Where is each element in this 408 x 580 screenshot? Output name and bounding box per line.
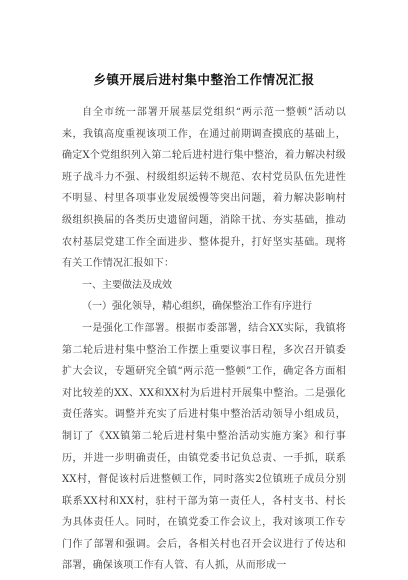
subsection-heading: （一）强化领导，精心组织，确保整治工作有序进行 (82, 301, 312, 313)
paragraph-body: 一是强化工作部署。根据市委部署，结合XX实际，我镇将第二轮后进村集中整治工作摆上重要议事日程，多次召开镇委扩大会议，专题研究全镇“两示范一整顿”工作，确定各方面相对比较差的XX、XX和XX村为后进村开展集中整治。二是强化责任落实。调整并充实了后进村集中整治活动领导小组成员，制订了《XX镇第二轮后进村集中整治活动实施方案》和行事历，并进一步明确责任，由镇党委书记负总责、一手抓，联系XX村，督促该村后进整顿工作，同时落实2位镇班子成员分别联系XX村和XX村，驻村干部为第一责任人，各村支书、村长为具体责任人。同时，在镇党委工作会议上，我对该项工作专门作了部署和强调。会后，各相关村也召开会议进行了传达和部署，确保该项工作有人管、有人抓，从而形成一 (62, 322, 346, 572)
document-title: 乡镇开展后进村集中整治工作情况汇报 (93, 72, 315, 87)
section-heading: 一、主要做法及成效 (82, 279, 172, 291)
paragraph-intro: 自全市统一部署开展基层党组织“两示范一整顿”活动以来，我镇高度重视该项工作，在通过前期调查摸底的基础上，确定X个党组织列入第二轮后进村进行集中整治，着力解决村级班子战斗力不强、村级组织运转不规范、农村党员队伍先进性不明显、村里各项事业发展缓慢等突出问题，着力解决影响村级组织换届的各类历史遗留问题，消除干扰、夯实基础，推动农村基层党建工作全面进步、整体提升，打好坚实基础。现将有关工作情况汇报如下： (62, 107, 346, 270)
document-body (62, 102, 346, 577)
